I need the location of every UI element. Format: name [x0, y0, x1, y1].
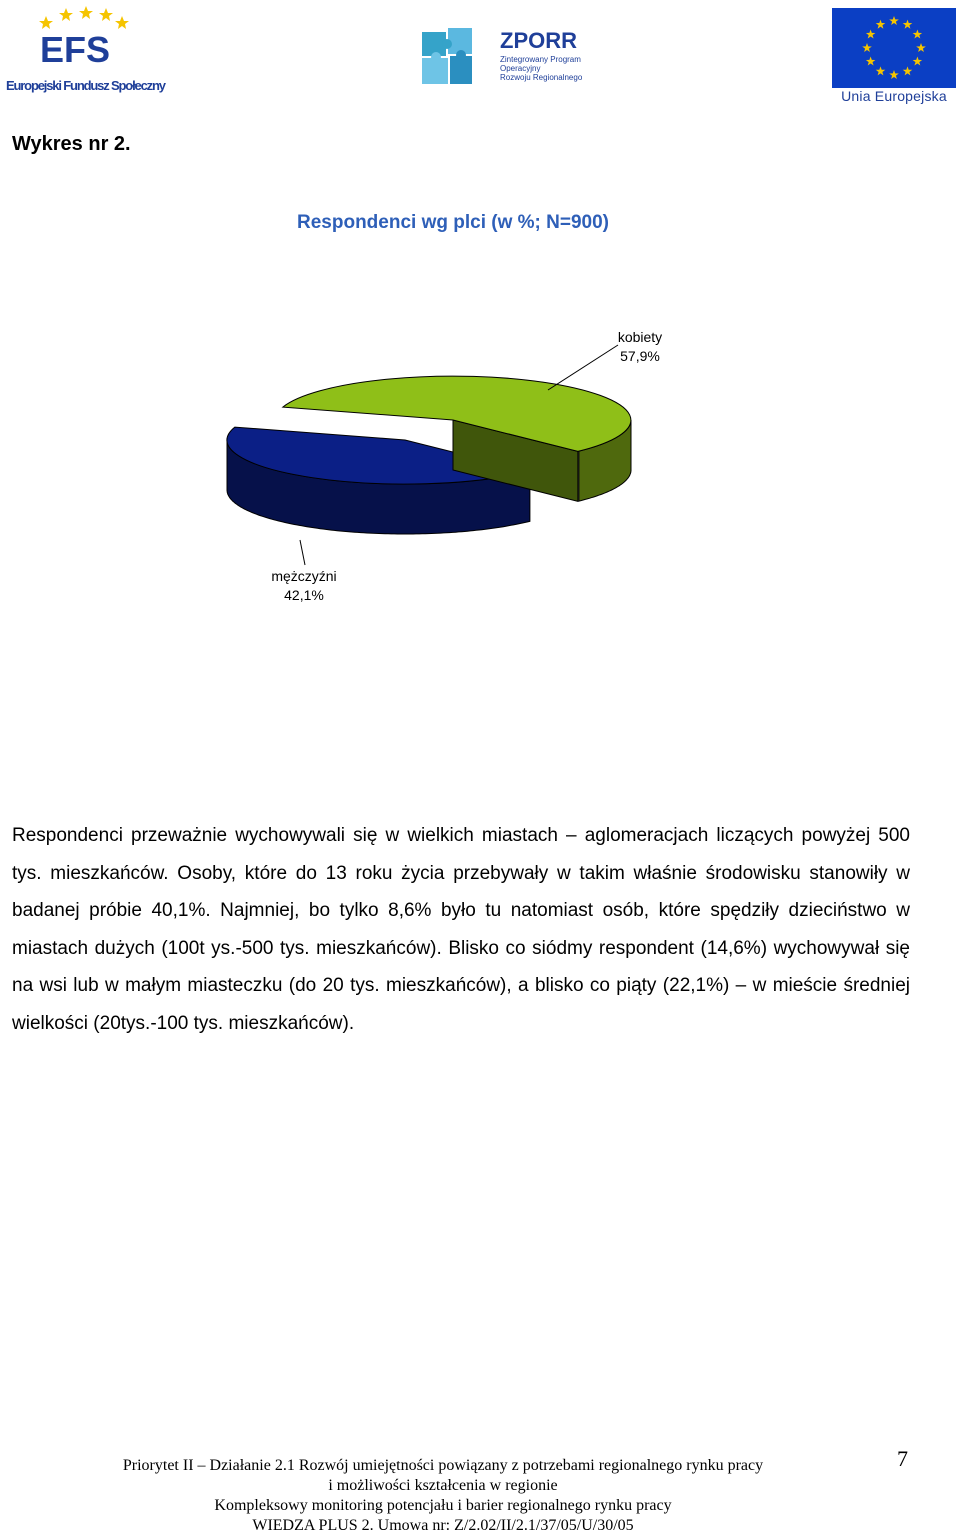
eu-flag-icon [832, 8, 956, 88]
page-header [0, 0, 960, 110]
leader-line-mezczyzni [300, 540, 305, 565]
efs-caption: Europejski Fundusz Społeczny [6, 78, 167, 93]
zporr-puzzle-icon [418, 24, 588, 92]
zporr-logo [418, 24, 588, 92]
label-kobiety-name: kobiety [617, 329, 663, 345]
footer-line-2: i możliwości kształcenia w regionie [328, 1477, 558, 1494]
footer-line-4: WIEDZA PLUS 2. Umowa nr: Z/2.02/II/2.1/37/05/U/30/05 [252, 1517, 634, 1534]
page-footer [0, 1456, 886, 1536]
footer-line-1: Priorytet II – Działanie 2.1 Rozwój umiejętności powiązany z potrzebami regionalnego rynku pracy [122, 1457, 764, 1474]
label-mezczyzni-name: mężczyźni [271, 568, 337, 584]
chart-title: Respondenci wg plci (w %; N=900) [297, 212, 609, 233]
label-kobiety-value: 57,9% [620, 348, 660, 364]
zporr-subtitle-1: Zintegrowany Program [500, 55, 581, 64]
footer-line-3: Kompleksowy monitoring potencjału i barier regionalnego rynku pracy [214, 1497, 672, 1514]
efs-logo [4, 4, 169, 96]
body-paragraph: Respondenci przeważnie wychowywali się w wielkich miastach – aglomeracjach liczących powyżej 500 tys. mieszkańców. Osoby, które do 13 roku życia przebywały w takim właśnie środowisku stanowiły w badanej próbie 40,1%. Najmniej, bo tylko 8,6% było tu natomiast osób, które spędziły dzieciństwo w miastach dużych (100t ys.-500 tys. mieszkańców). Blisko co siódmy respondent (14,6%) wychowywał się na wsi lub w małym miasteczku (do 20 tys. mieszkańców), a blisko co piąty (22,1%) – w mieście średniej wielkości (20tys.-100 tys. mieszkańców). [12, 825, 910, 1034]
efs-mark: EFS [40, 29, 111, 70]
zporr-mark: ZPORR [500, 28, 577, 53]
zporr-subtitle-3: Rozwoju Regionalnego [500, 73, 583, 82]
figure-label: Wykres nr 2. [12, 133, 131, 155]
zporr-subtitle-2: Operacyjny [500, 64, 541, 73]
eu-caption: Unia Europejska [841, 88, 947, 104]
leader-line-kobiety [548, 345, 618, 390]
pie-chart [0, 290, 960, 630]
label-mezczyzni-value: 42,1% [284, 587, 324, 603]
efs-stars-icon [4, 4, 169, 96]
eu-logo [832, 8, 956, 104]
page-number: 7 [897, 1446, 908, 1471]
